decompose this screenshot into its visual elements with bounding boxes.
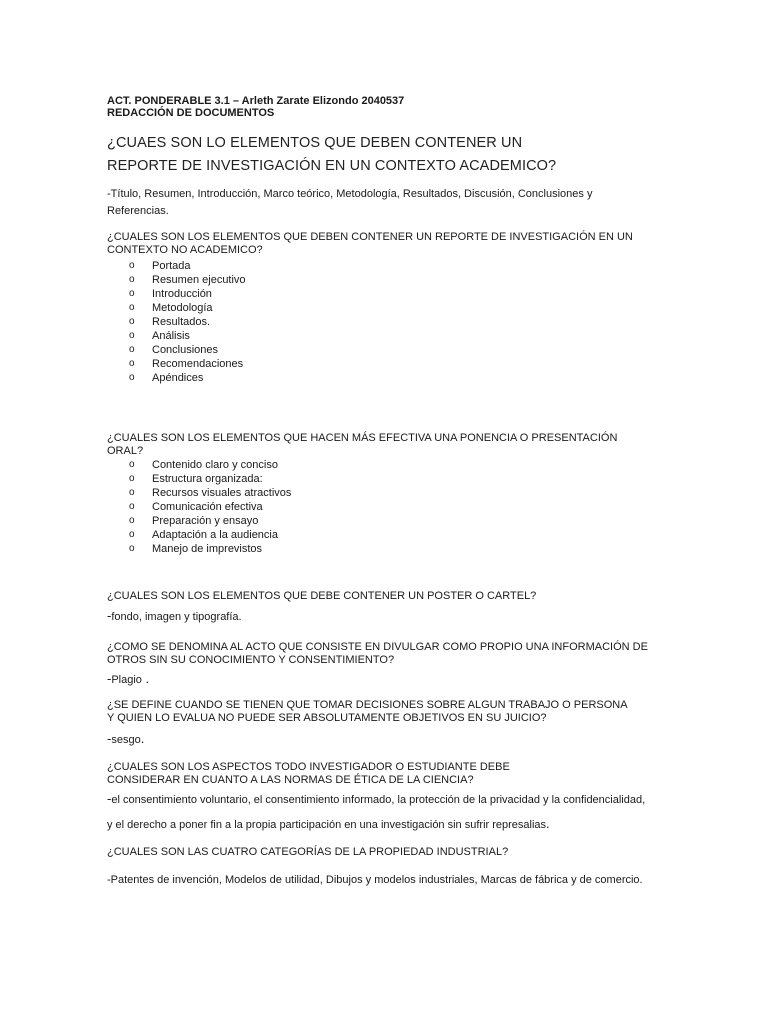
list-item: o Manejo de imprevistos [129, 543, 263, 555]
list-item: o Portada [129, 260, 191, 272]
list-item: o Recomendaciones [129, 358, 244, 370]
list-item: o Metodología [129, 302, 213, 314]
bullet-marker: o [129, 501, 135, 512]
question-1: ¿CUAES SON LO ELEMENTOS QUE DEBEN CONTENER UN REPORTE DE INVESTIGACIÓN EN UN CONTEXTO ACADEMICO? [107, 135, 557, 174]
list-item: o Adaptación a la audiencia [129, 529, 278, 541]
bullet-marker: o [129, 543, 135, 554]
question-8: ¿CUALES SON LAS CUATRO CATEGORÍAS DE LA PROPIEDAD INDUSTRIAL? [107, 846, 509, 858]
answer-4: -fondo, imagen y tipografía. [107, 608, 242, 623]
question-3: ¿CUALES SON LOS ELEMENTOS QUE HACEN MÁS EFECTIVA UNA PONENCIA O PRESENTACIÓN ORAL? [107, 432, 618, 457]
answer-5: -Plagio . [107, 671, 150, 686]
question-2: ¿CUALES SON LOS ELEMENTOS QUE DEBEN CONTENER UN REPORTE DE INVESTIGACIÓN EN UN CONTEXTO NO ACADEMICO? [107, 231, 633, 256]
bullet-marker: o [129, 487, 135, 498]
list-item: o Resumen ejecutivo [129, 274, 246, 286]
question-7 [107, 761, 667, 787]
list-item: o Recursos visuales atractivos [129, 487, 292, 499]
bullet-marker: o [129, 274, 135, 285]
bullet-marker: o [129, 330, 135, 341]
list-item: o Análisis [129, 330, 190, 342]
question-4: ¿CUALES SON LOS ELEMENTOS QUE DEBE CONTENER UN POSTER O CARTEL? [107, 590, 537, 602]
answer-1 [107, 186, 687, 220]
bullet-list-2 [129, 259, 246, 385]
bullet-marker: o [129, 316, 135, 327]
bullet-marker: o [129, 459, 135, 470]
bullet-marker: o [129, 344, 135, 355]
question-7-line-1: ¿CUALES SON LOS ASPECTOS TODO INVESTIGADOR O ESTUDIANTE DEBE [107, 761, 510, 773]
bullet-list-3 [129, 458, 291, 556]
list-item: o Conclusiones [129, 344, 219, 356]
bullet-marker: o [129, 515, 135, 526]
header-subtitle: REDACCIÓN DE DOCUMENTOS [107, 107, 275, 119]
list-item: o Resultados. [129, 316, 211, 328]
bullet-marker: o [129, 358, 135, 369]
answer-6: -sesgo. [107, 731, 145, 746]
answer-8: -Patentes de invención, Modelos de utilidad, Dibujos y modelos industriales, Marcas de fábrica y de comercio. [107, 874, 643, 886]
bullet-marker: o [129, 372, 135, 383]
list-item: o Comunicación efectiva [129, 501, 263, 513]
list-item: o Estructura organizada: [129, 473, 263, 485]
bullet-marker: o [129, 288, 135, 299]
question-6: ¿SE DEFINE CUANDO SE TIENEN QUE TOMAR DECISIONES SOBRE ALGUN TRABAJO O PERSONA Y QUIEN LO EVALUA NO PUEDE SER ABSOLUTAMENTE OBJETIVOS EN SU JUICIO? [107, 699, 627, 724]
answer-1-line-2: Referencias. [107, 205, 169, 217]
answer-1-line-1: -Título, Resumen, Introducción, Marco teórico, Metodología, Resultados, Discusión, Conclusiones y [107, 188, 593, 200]
list-item: o Preparación y ensayo [129, 515, 259, 527]
answer-7-line-2: y el derecho a poner fin a la propia participación en una investigación sin sufrir represalias. [107, 816, 550, 831]
question-7-line-2: CONSIDERAR EN CUANTO A LAS NORMAS DE ÉTICA DE LA CIENCIA? [107, 774, 474, 786]
list-item: o Apéndices [129, 372, 204, 384]
list-item: o Contenido claro y conciso [129, 459, 278, 471]
bullet-marker: o [129, 529, 135, 540]
question-5: ¿COMO SE DENOMINA AL ACTO QUE CONSISTE EN DIVULGAR COMO PROPIO UNA INFORMACIÓN DE OTROS SIN SU CONOCIMIENTO Y CONSENTIMIENTO? [107, 641, 648, 666]
bullet-marker: o [129, 260, 135, 271]
bullet-marker: o [129, 473, 135, 484]
bullet-marker: o [129, 302, 135, 313]
answer-7-line-1: -el consentimiento voluntario, el consentimiento informado, la protección de la privacidad y la confidencialidad, [107, 791, 646, 806]
document-header [107, 95, 667, 119]
header-title: ACT. PONDERABLE 3.1 – Arleth Zarate Elizondo 2040537 [107, 95, 405, 107]
list-item: o Introducción [129, 288, 212, 300]
